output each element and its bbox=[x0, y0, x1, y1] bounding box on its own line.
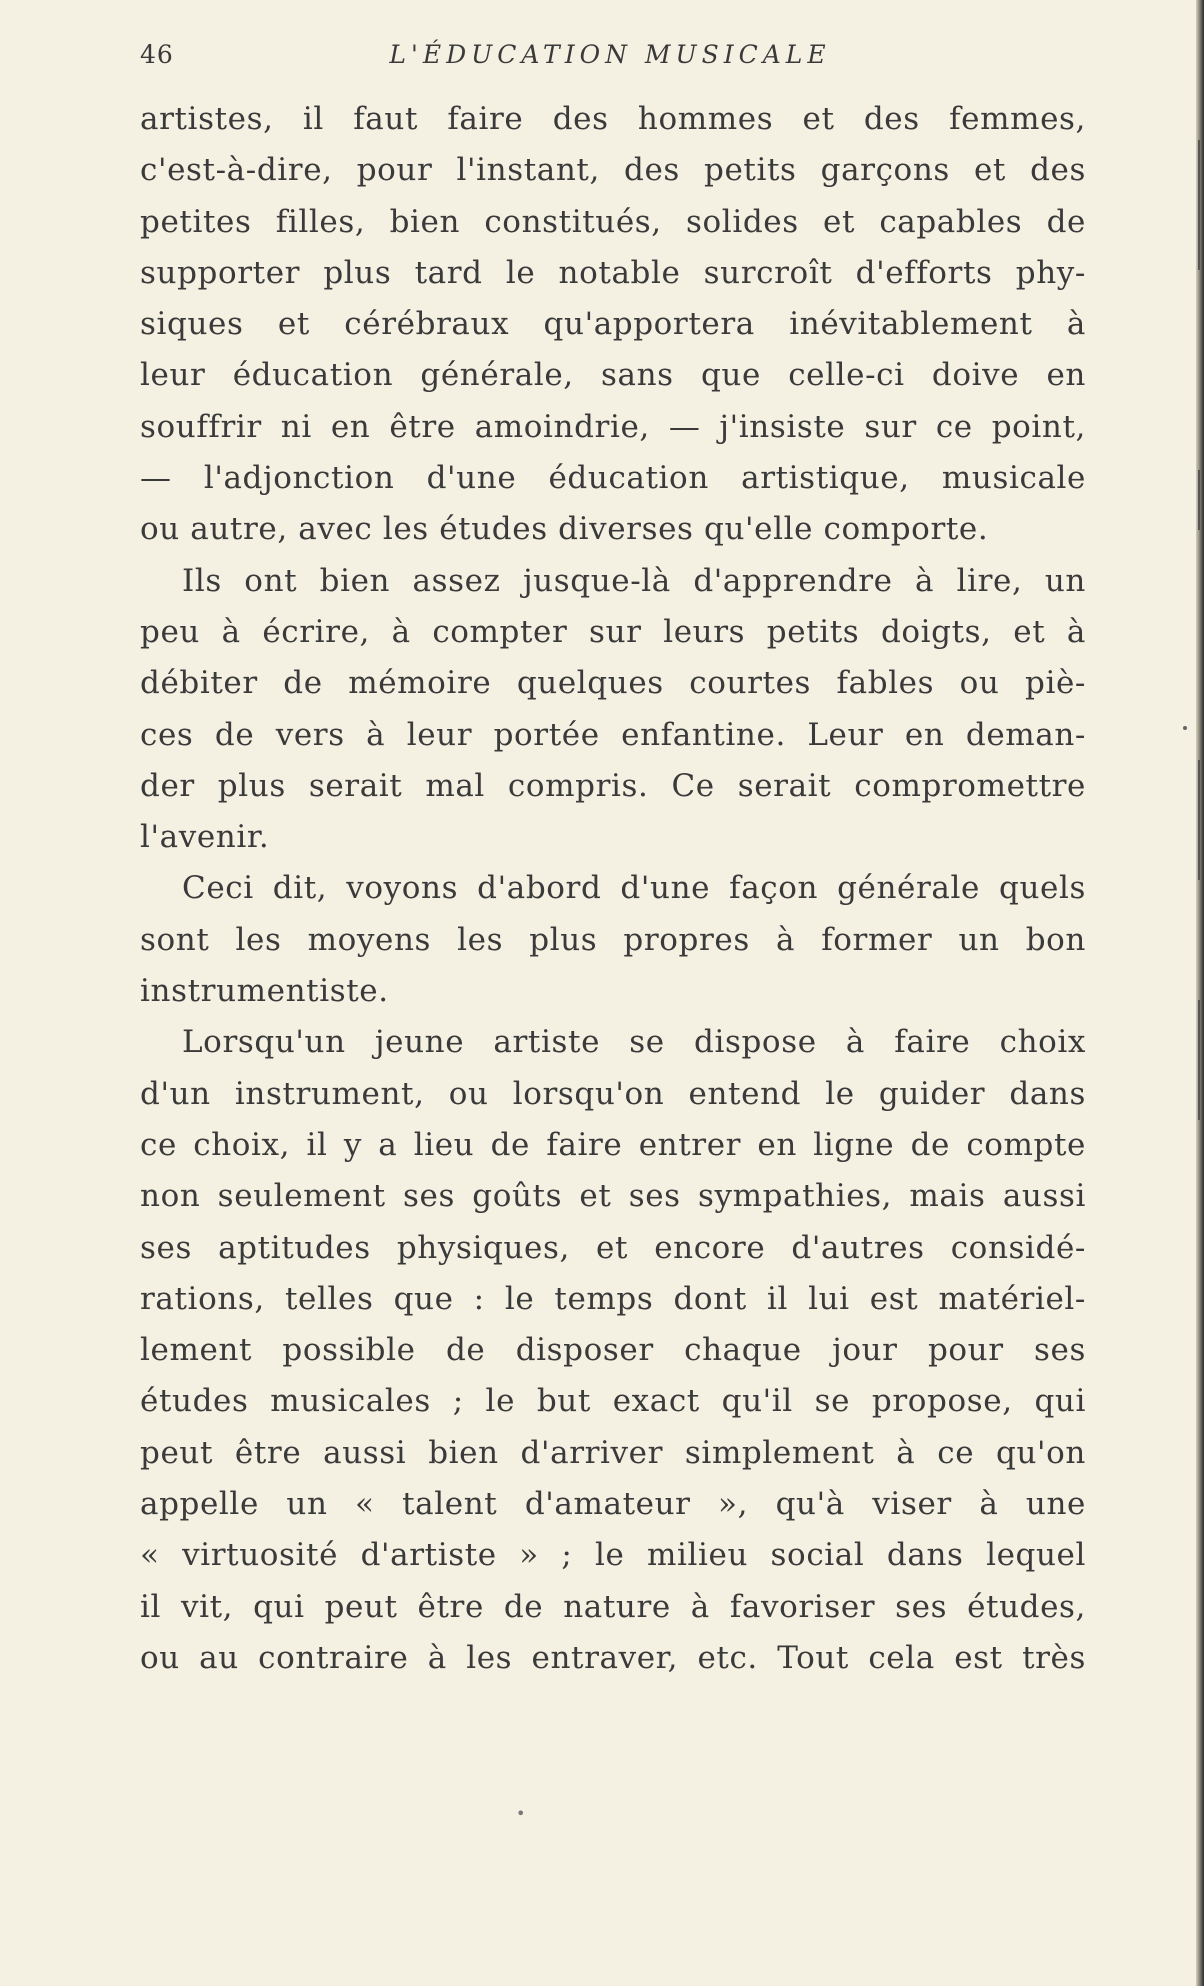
text-line: c'est-à-dire, pour l'instant, des petits garçons et des bbox=[140, 152, 1086, 189]
text-line: siques et cérébraux qu'apportera inévitablement à bbox=[140, 306, 1086, 343]
text-line: supporter plus tard le notable surcroît d'efforts phy- bbox=[140, 254, 1086, 291]
edge-dot-mark bbox=[1183, 726, 1187, 730]
running-title: L'ÉDUCATION MUSICALE bbox=[389, 40, 831, 69]
text-line: débiter de mémoire quelques courtes fables ou piè- bbox=[140, 665, 1086, 702]
edge-tick-mark bbox=[1198, 140, 1200, 270]
text-line: études musicales ; le but exact qu'il se propose, qui bbox=[140, 1383, 1086, 1420]
text-line: souffrir ni en être amoindrie, — j'insiste sur ce point, bbox=[140, 408, 1086, 445]
text-line: ses aptitudes physiques, et encore d'autres considé- bbox=[140, 1229, 1086, 1266]
edge-tick-mark bbox=[1198, 760, 1200, 880]
text-line: rations, telles que : le temps dont il lui est matériel- bbox=[140, 1280, 1086, 1317]
text-line: — l'adjonction d'une éducation artistique, musicale bbox=[140, 460, 1086, 497]
page-header bbox=[140, 40, 1080, 80]
text-line: non seulement ses goûts et ses sympathies, mais aussi bbox=[140, 1178, 1086, 1215]
page-number: 46 bbox=[140, 40, 174, 69]
text-line: peut être aussi bien d'arriver simplement à ce qu'on bbox=[140, 1434, 1086, 1471]
text-line: artistes, il faut faire des hommes et des femmes, bbox=[140, 101, 1086, 137]
text-line: il vit, qui peut être de nature à favoriser ses études, bbox=[140, 1588, 1086, 1625]
text-line: ou autre, avec les études diverses qu'elle comporte. bbox=[140, 511, 989, 548]
text-line: petites filles, bien constitués, solides et capables de bbox=[140, 203, 1086, 240]
paragraph-start-line: Lorsqu'un jeune artiste se dispose à faire choix bbox=[182, 1024, 1086, 1061]
text-line: peu à écrire, à compter sur leurs petits doigts, et à bbox=[140, 613, 1086, 650]
text-line: instrumentiste. bbox=[140, 973, 389, 1010]
body-text bbox=[140, 94, 1086, 1684]
text-line: ou au contraire à les entraver, etc. Tout cela est très bbox=[140, 1639, 1086, 1676]
paragraph-start-line: Ceci dit, voyons d'abord d'une façon générale quels bbox=[182, 870, 1086, 907]
text-line: appelle un « talent d'amateur », qu'à viser à une bbox=[140, 1486, 1086, 1523]
footer-mark: • bbox=[516, 1804, 526, 1823]
page-edge-shadow bbox=[1196, 0, 1204, 1986]
text-line: lement possible de disposer chaque jour pour ses bbox=[140, 1332, 1086, 1369]
edge-tick-mark bbox=[1198, 1000, 1200, 1120]
text-line: sont les moyens les plus propres à former un bon bbox=[140, 921, 1086, 958]
text-line: « virtuosité d'artiste » ; le milieu social dans lequel bbox=[140, 1537, 1086, 1574]
paragraph-start-line: Ils ont bien assez jusque-là d'apprendre à lire, un bbox=[182, 562, 1086, 599]
text-line: d'un instrument, ou lorsqu'on entend le guider dans bbox=[140, 1075, 1086, 1112]
text-line: der plus serait mal compris. Ce serait compromettre bbox=[140, 767, 1086, 804]
text-line: ce choix, il y a lieu de faire entrer en ligne de compte bbox=[140, 1126, 1086, 1163]
text-line: leur éducation générale, sans que celle-ci doive en bbox=[140, 357, 1086, 394]
text-line: l'avenir. bbox=[140, 819, 270, 856]
edge-tick-mark bbox=[1198, 470, 1200, 530]
text-line: ces de vers à leur portée enfantine. Leur en deman- bbox=[140, 716, 1086, 753]
